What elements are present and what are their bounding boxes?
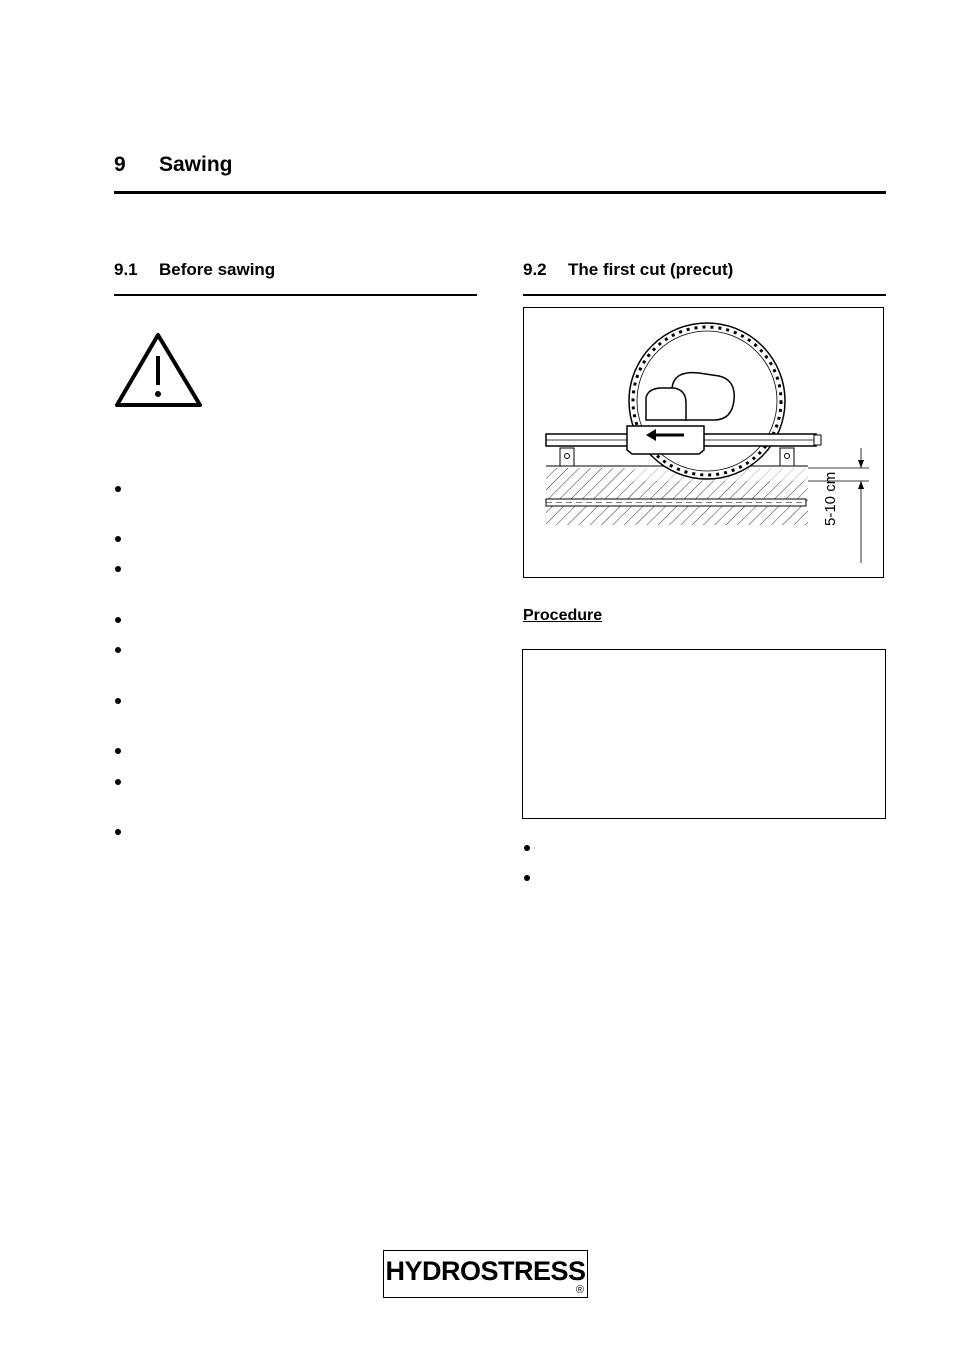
section-1-rule xyxy=(114,294,477,296)
bullet xyxy=(115,566,121,572)
bullet xyxy=(115,647,121,653)
bullet xyxy=(115,617,121,623)
section-1-title: Before sawing xyxy=(159,260,276,279)
bullet xyxy=(524,845,530,851)
chapter-number: 9 xyxy=(114,153,126,176)
section-2-number: 9.2 xyxy=(523,260,547,279)
bullet xyxy=(115,779,121,785)
chapter-rule xyxy=(114,191,886,194)
saw-figure xyxy=(523,307,884,578)
bullet xyxy=(115,536,121,542)
bullet xyxy=(115,486,121,492)
dimension-label: 5-10 cm xyxy=(822,471,839,526)
bullet xyxy=(115,829,121,835)
bullet xyxy=(115,748,121,754)
hydrostress-logo xyxy=(383,1250,588,1298)
section-2-rule xyxy=(523,294,886,296)
procedure-box xyxy=(522,649,886,819)
procedure-heading: Procedure xyxy=(523,607,603,624)
bullet xyxy=(115,698,121,704)
registered-mark: ® xyxy=(575,1284,584,1296)
section-1-number: 9.1 xyxy=(114,260,138,279)
saw-illustration xyxy=(524,308,883,577)
bullet xyxy=(524,875,530,881)
warning-icon xyxy=(114,330,204,410)
section-2-title: The first cut (precut) xyxy=(568,260,734,279)
logo-text: HYDROSTRESS xyxy=(385,1256,586,1286)
chapter-title: Sawing xyxy=(159,153,233,176)
